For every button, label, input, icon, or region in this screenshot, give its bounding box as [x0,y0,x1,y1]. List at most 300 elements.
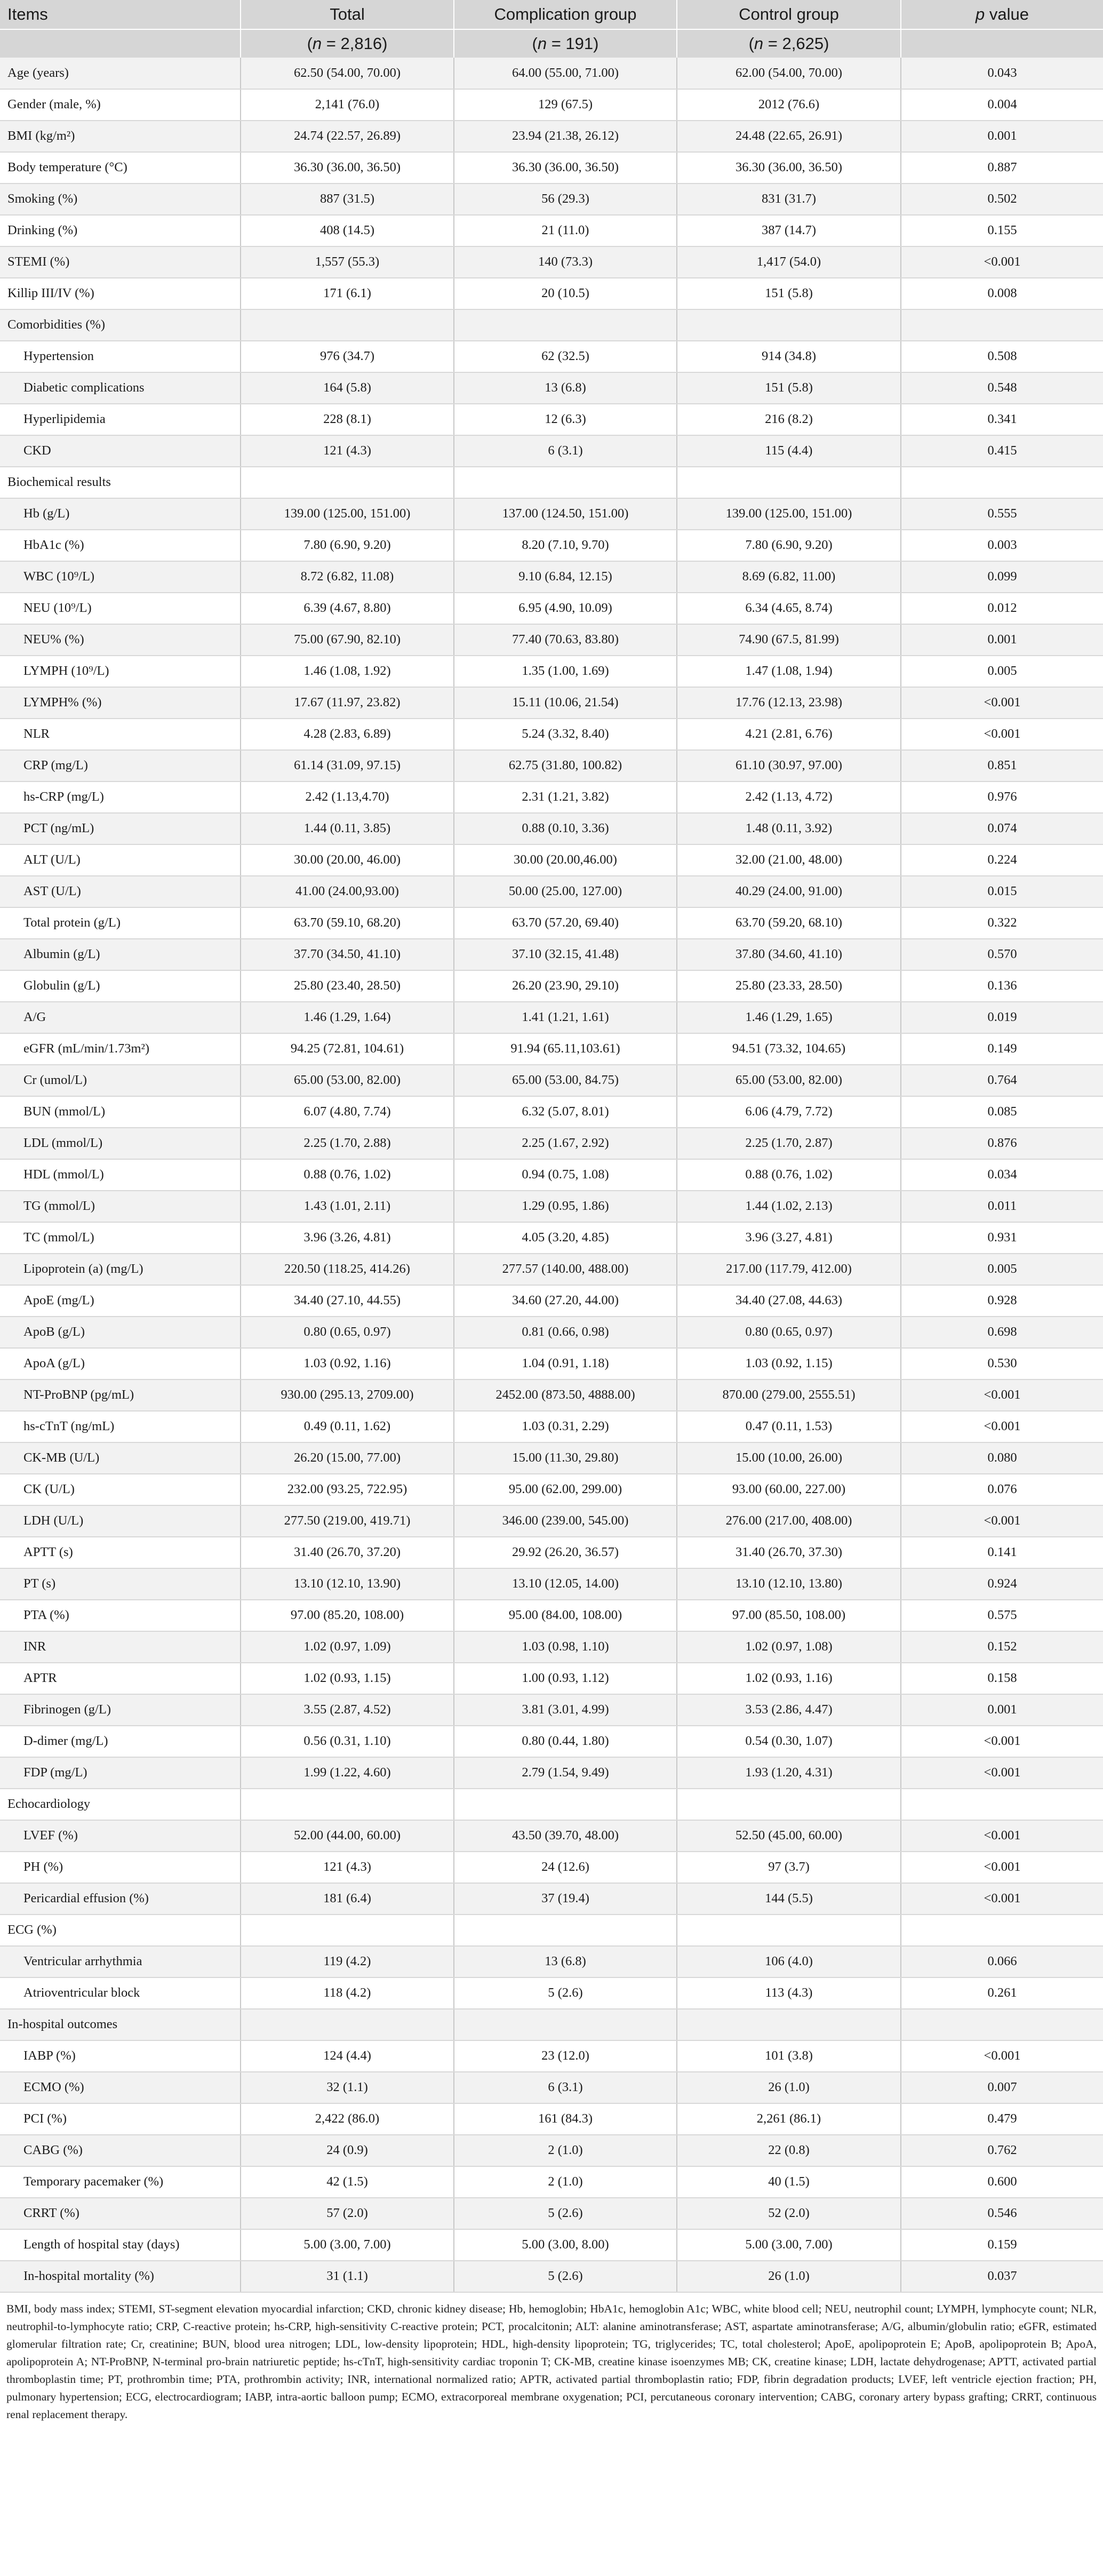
cell-control: 2012 (76.6) [677,89,901,121]
cell-total: 1.43 (1.01, 2.11) [241,1191,454,1222]
table-row [0,2229,1103,2261]
table-body [0,58,1103,2292]
table-row [0,1946,1103,1977]
cell-p-value: 0.004 [901,89,1103,121]
cell-total: 57 (2.0) [241,2198,454,2229]
cell-control: 113 (4.3) [677,1977,901,2009]
cell-complication: 43.50 (39.70, 48.00) [454,1820,677,1852]
cell-p-value: <0.001 [901,1757,1103,1789]
cell-complication: 62.75 (31.80, 100.82) [454,750,677,781]
cell-total: 75.00 (67.90, 82.10) [241,624,454,656]
cell-p-value: 0.085 [901,1096,1103,1128]
cell-p-value [901,467,1103,498]
cell-total: 1.46 (1.29, 1.64) [241,1002,454,1033]
table-row [0,1537,1103,1568]
table-row [0,1568,1103,1600]
table-row [0,1726,1103,1757]
cell-p-value: 0.530 [901,1348,1103,1379]
table-row [0,561,1103,593]
header-total-n: (n = 2,816) [241,29,454,58]
table-row [0,89,1103,121]
row-label: NEU% (%) [0,624,241,656]
table-header [0,0,1103,58]
cell-total: 52.00 (44.00, 60.00) [241,1820,454,1852]
total-n-value: 2,816 [340,34,382,53]
cell-p-value: 0.762 [901,2135,1103,2166]
cell-total: 34.40 (27.10, 44.55) [241,1285,454,1317]
table-row [0,278,1103,309]
row-label: Echocardiology [0,1789,241,1820]
cell-control: 1.46 (1.29, 1.65) [677,1002,901,1033]
row-label: PCT (ng/mL) [0,813,241,844]
table-row [0,656,1103,687]
header-control-group: Control group [677,0,901,29]
header-blank-p [901,29,1103,58]
cell-control: 52.50 (45.00, 60.00) [677,1820,901,1852]
cell-control: 97.00 (85.50, 108.00) [677,1600,901,1631]
cell-control: 1.93 (1.20, 4.31) [677,1757,901,1789]
table-row [0,372,1103,404]
cell-total: 31 (1.1) [241,2261,454,2292]
cell-complication: 5.00 (3.00, 8.00) [454,2229,677,2261]
row-label: CK-MB (U/L) [0,1442,241,1474]
table-row [0,246,1103,278]
cell-complication: 140 (73.3) [454,246,677,278]
table-row [0,1631,1103,1663]
cell-complication: 13 (6.8) [454,1946,677,1977]
table-row [0,530,1103,561]
cell-control [677,467,901,498]
cell-complication: 5 (2.6) [454,2261,677,2292]
row-label: Body temperature (°C) [0,152,241,184]
cell-total: 2.42 (1.13,4.70) [241,781,454,813]
row-label: NT-ProBNP (pg/mL) [0,1379,241,1411]
table-row [0,970,1103,1002]
cell-p-value: 0.043 [901,58,1103,89]
row-label: WBC (10⁹/L) [0,561,241,593]
cell-complication: 9.10 (6.84, 12.15) [454,561,677,593]
table-row [0,593,1103,624]
cell-control: 31.40 (26.70, 37.30) [677,1537,901,1568]
cell-complication [454,1789,677,1820]
n-label: n [754,34,764,53]
table-row [0,1883,1103,1915]
table-row [0,184,1103,215]
row-label: CABG (%) [0,2135,241,2166]
row-label: ApoE (mg/L) [0,1285,241,1317]
table-row [0,1222,1103,1254]
table-row [0,2040,1103,2072]
header-p-letter: p [976,4,985,23]
cell-p-value: 0.924 [901,1568,1103,1600]
cell-control: 52 (2.0) [677,2198,901,2229]
cell-complication: 95.00 (62.00, 299.00) [454,1474,677,1505]
cell-p-value: 0.074 [901,813,1103,844]
cell-p-value: 0.548 [901,372,1103,404]
row-label: Comorbidities (%) [0,309,241,341]
cell-p-value: 0.976 [901,781,1103,813]
cell-control: 2.42 (1.13, 4.72) [677,781,901,813]
header-control-n: (n = 2,625) [677,29,901,58]
row-label: Age (years) [0,58,241,89]
table-row [0,813,1103,844]
header-p-rest: value [985,4,1029,23]
row-label: PT (s) [0,1568,241,1600]
row-label: LYMPH (10⁹/L) [0,656,241,687]
table-row [0,1757,1103,1789]
cell-p-value: 0.034 [901,1159,1103,1191]
cell-total: 1.99 (1.22, 4.60) [241,1757,454,1789]
cell-total: 6.39 (4.67, 8.80) [241,593,454,624]
cell-total: 0.88 (0.76, 1.02) [241,1159,454,1191]
cell-complication: 1.04 (0.91, 1.18) [454,1348,677,1379]
cell-p-value: 0.555 [901,498,1103,530]
cell-control: 870.00 (279.00, 2555.51) [677,1379,901,1411]
cell-p-value: 0.415 [901,435,1103,467]
cell-control: 1.48 (0.11, 3.92) [677,813,901,844]
row-label: IABP (%) [0,2040,241,2072]
row-label: In-hospital outcomes [0,2009,241,2040]
header-items: Items [0,0,241,29]
cell-control: 151 (5.8) [677,372,901,404]
section-row [0,1915,1103,1946]
table-row [0,1694,1103,1726]
row-label: PH (%) [0,1852,241,1883]
cell-control: 94.51 (73.32, 104.65) [677,1033,901,1065]
cell-complication: 13.10 (12.05, 14.00) [454,1568,677,1600]
cell-control: 1.02 (0.93, 1.16) [677,1663,901,1694]
row-label: Temporary pacemaker (%) [0,2166,241,2198]
row-label: CRRT (%) [0,2198,241,2229]
cell-p-value: 0.003 [901,530,1103,561]
cell-complication: 129 (67.5) [454,89,677,121]
cell-p-value: <0.001 [901,1883,1103,1915]
row-label: ApoB (g/L) [0,1317,241,1348]
cell-p-value: <0.001 [901,246,1103,278]
cell-p-value: 0.600 [901,2166,1103,2198]
row-label: LDH (U/L) [0,1505,241,1537]
row-label: In-hospital mortality (%) [0,2261,241,2292]
cell-total: 3.96 (3.26, 4.81) [241,1222,454,1254]
row-label: Atrioventricular block [0,1977,241,2009]
cell-complication: 1.29 (0.95, 1.86) [454,1191,677,1222]
table-row [0,1379,1103,1411]
cell-total: 408 (14.5) [241,215,454,246]
table-row [0,1317,1103,1348]
cell-control: 0.88 (0.76, 1.02) [677,1159,901,1191]
cell-p-value: 0.005 [901,1254,1103,1285]
row-label: LVEF (%) [0,1820,241,1852]
cell-complication: 95.00 (84.00, 108.00) [454,1600,677,1631]
cell-p-value [901,1915,1103,1946]
row-label: Biochemical results [0,467,241,498]
cell-total: 94.25 (72.81, 104.61) [241,1033,454,1065]
cell-total: 65.00 (53.00, 82.00) [241,1065,454,1096]
table-row [0,2166,1103,2198]
row-label: Smoking (%) [0,184,241,215]
cell-p-value: 0.001 [901,1694,1103,1726]
cell-complication: 5 (2.6) [454,1977,677,2009]
row-label: Total protein (g/L) [0,907,241,939]
cell-total: 2.25 (1.70, 2.88) [241,1128,454,1159]
cell-total: 25.80 (23.40, 28.50) [241,970,454,1002]
cell-control: 1.47 (1.08, 1.94) [677,656,901,687]
cell-complication [454,1915,677,1946]
cell-control [677,309,901,341]
row-label: TG (mmol/L) [0,1191,241,1222]
cell-control: 37.80 (34.60, 41.10) [677,939,901,970]
table-row [0,687,1103,719]
cell-total: 2,141 (76.0) [241,89,454,121]
cell-control [677,1915,901,1946]
cell-p-value: 0.012 [901,593,1103,624]
cell-p-value: <0.001 [901,1820,1103,1852]
cell-control: 0.54 (0.30, 1.07) [677,1726,901,1757]
cell-p-value: 0.575 [901,1600,1103,1631]
cell-p-value: 0.479 [901,2103,1103,2135]
cell-control: 97 (3.7) [677,1852,901,1883]
cell-p-value: 0.136 [901,970,1103,1002]
cell-control: 144 (5.5) [677,1883,901,1915]
cell-control: 217.00 (117.79, 412.00) [677,1254,901,1285]
cell-control: 2,261 (86.1) [677,2103,901,2135]
table-row [0,1033,1103,1065]
cell-control: 1.44 (1.02, 2.13) [677,1191,901,1222]
cell-total: 30.00 (20.00, 46.00) [241,844,454,876]
cell-complication: 63.70 (57.20, 69.40) [454,907,677,939]
table-row [0,1505,1103,1537]
table-row [0,1002,1103,1033]
cell-p-value: 0.261 [901,1977,1103,2009]
cell-complication: 12 (6.3) [454,404,677,435]
cell-total: 24 (0.9) [241,2135,454,2166]
cell-complication: 34.60 (27.20, 44.00) [454,1285,677,1317]
row-label: hs-cTnT (ng/mL) [0,1411,241,1442]
cell-p-value: <0.001 [901,719,1103,750]
cell-total [241,2009,454,2040]
row-label: AST (U/L) [0,876,241,907]
cell-total: 63.70 (59.10, 68.20) [241,907,454,939]
cell-complication: 2452.00 (873.50, 4888.00) [454,1379,677,1411]
table-row [0,2072,1103,2103]
row-label: Lipoprotein (a) (mg/L) [0,1254,241,1285]
row-label: eGFR (mL/min/1.73m²) [0,1033,241,1065]
cell-total: 24.74 (22.57, 26.89) [241,121,454,152]
cell-complication: 56 (29.3) [454,184,677,215]
row-label: Ventricular arrhythmia [0,1946,241,1977]
cell-total: 17.67 (11.97, 23.82) [241,687,454,719]
cell-control: 115 (4.4) [677,435,901,467]
cell-p-value: 0.546 [901,2198,1103,2229]
table-row [0,1600,1103,1631]
row-label: HDL (mmol/L) [0,1159,241,1191]
cell-control: 36.30 (36.00, 36.50) [677,152,901,184]
cell-complication: 26.20 (23.90, 29.10) [454,970,677,1002]
cell-complication: 2.25 (1.67, 2.92) [454,1128,677,1159]
row-label: HbA1c (%) [0,530,241,561]
cell-total: 181 (6.4) [241,1883,454,1915]
cell-control: 1.02 (0.97, 1.08) [677,1631,901,1663]
table-row [0,2198,1103,2229]
cell-complication: 91.94 (65.11,103.61) [454,1033,677,1065]
cell-complication: 2 (1.0) [454,2166,677,2198]
table-row [0,498,1103,530]
section-row [0,2009,1103,2040]
row-label: BMI (kg/m²) [0,121,241,152]
table-row [0,1096,1103,1128]
row-label: Globulin (g/L) [0,970,241,1002]
cell-total: 5.00 (3.00, 7.00) [241,2229,454,2261]
row-label: Diabetic complications [0,372,241,404]
cell-complication: 37.10 (32.15, 41.48) [454,939,677,970]
table-row [0,1411,1103,1442]
table-row [0,876,1103,907]
cell-control: 3.53 (2.86, 4.47) [677,1694,901,1726]
cell-complication: 62 (32.5) [454,341,677,372]
cell-total: 6.07 (4.80, 7.74) [241,1096,454,1128]
cell-p-value: <0.001 [901,687,1103,719]
cell-total: 1.03 (0.92, 1.16) [241,1348,454,1379]
row-label: TC (mmol/L) [0,1222,241,1254]
cell-total: 119 (4.2) [241,1946,454,1977]
cell-p-value: 0.931 [901,1222,1103,1254]
table-row [0,1852,1103,1883]
row-label: STEMI (%) [0,246,241,278]
cell-complication: 37 (19.4) [454,1883,677,1915]
header-complication-n: (n = 191) [454,29,677,58]
row-label: Fibrinogen (g/L) [0,1694,241,1726]
cell-p-value: 0.149 [901,1033,1103,1065]
cell-total: 228 (8.1) [241,404,454,435]
cell-complication: 0.88 (0.10, 3.36) [454,813,677,844]
cell-total: 61.14 (31.09, 97.15) [241,750,454,781]
cell-complication: 2.31 (1.21, 3.82) [454,781,677,813]
cell-total: 121 (4.3) [241,1852,454,1883]
cell-total: 4.28 (2.83, 6.89) [241,719,454,750]
cell-total: 118 (4.2) [241,1977,454,2009]
cell-control: 6.06 (4.79, 7.72) [677,1096,901,1128]
cell-total: 139.00 (125.00, 151.00) [241,498,454,530]
table-row [0,152,1103,184]
cell-total: 220.50 (118.25, 414.26) [241,1254,454,1285]
cell-p-value: 0.008 [901,278,1103,309]
cell-total: 2,422 (86.0) [241,2103,454,2135]
cell-total: 36.30 (36.00, 36.50) [241,152,454,184]
cell-total: 1,557 (55.3) [241,246,454,278]
row-label: LDL (mmol/L) [0,1128,241,1159]
cell-control: 2.25 (1.70, 2.87) [677,1128,901,1159]
cell-complication: 20 (10.5) [454,278,677,309]
cell-total: 37.70 (34.50, 41.10) [241,939,454,970]
section-row [0,309,1103,341]
cell-control: 26 (1.0) [677,2261,901,2292]
cell-complication: 2 (1.0) [454,2135,677,2166]
row-label: D-dimer (mg/L) [0,1726,241,1757]
row-label: PTA (%) [0,1600,241,1631]
cell-complication [454,467,677,498]
cell-total [241,309,454,341]
row-label: Drinking (%) [0,215,241,246]
row-label: ApoA (g/L) [0,1348,241,1379]
row-label: FDP (mg/L) [0,1757,241,1789]
cell-total: 0.56 (0.31, 1.10) [241,1726,454,1757]
cell-p-value: <0.001 [901,1726,1103,1757]
header-complication-group: Complication group [454,0,677,29]
cell-control: 6.34 (4.65, 8.74) [677,593,901,624]
table-row [0,2261,1103,2292]
cell-control: 1.03 (0.92, 1.15) [677,1348,901,1379]
row-label: LYMPH% (%) [0,687,241,719]
cell-total: 32 (1.1) [241,2072,454,2103]
table-row [0,844,1103,876]
cell-p-value: 0.341 [901,404,1103,435]
cell-control: 17.76 (12.13, 23.98) [677,687,901,719]
cell-p-value: 0.322 [901,907,1103,939]
table-footnote: BMI, body mass index; STEMI, ST-segment elevation myocardial infarction; CKD, chronic kidney disease; Hb, hemoglobin; HbA1c, hemoglobin A1c; WBC, white blood cell; NEU, neutrophil count; LYMPH, lymphocyte count; NLR, neutrophil-to-lymphocyte ratio; CRP, C-reactive protein; hs-CRP, high-sensitivity C-reactive protein; PCT, procalcitonin; ALT: alanine aminotransferase; AST, aspartate aminotransferase; A/G, albumin/globulin ratio; eGFR, estimated glomerular filtration rate; Cr, creatinine; BUN, blood urea nitrogen; LDL, low-density lipoprotein; HDL, high-density lipoprotein; TG, triglycerides; TC, total cholesterol; ApoE, apolipoprotein E; ApoB, apolipoprotein B; ApoA, apolipoprotein A; NT-ProBNP, N-terminal pro-brain natriuretic peptide; hs-cTnT, high-sensitivity cardiac troponin T; CK-MB, creatine kinase isoenzymes MB; CK, creatine kinase; LDH, lactate dehydrogenase; APTT, activated partial thromboplastin time; PT, prothrombin time; PTA, prothrombin activity; INR, international normalized ratio; APTR, activated partial thromboplastin ratio; FDP, fibrin degradation products; LVEF, left ventricle ejection fraction; PH, pulmonary hypertension; ECG, electrocardiogram; IABP, intra-aortic balloon pump; ECMO, extracorporeal membrane oxygenation; PCI, percutaneous coronary intervention; CABG, coronary artery bypass grafting; CRRT, continuous renal replacement therapy. [6,2302,1097,2421]
table-row [0,907,1103,939]
n-label: n [312,34,322,53]
cell-control: 74.90 (67.5, 81.99) [677,624,901,656]
cell-control [677,2009,901,2040]
cell-complication: 21 (11.0) [454,215,677,246]
row-label: INR [0,1631,241,1663]
cell-control: 1,417 (54.0) [677,246,901,278]
cell-control: 4.21 (2.81, 6.76) [677,719,901,750]
cell-complication: 4.05 (3.20, 4.85) [454,1222,677,1254]
cell-control: 22 (0.8) [677,2135,901,2166]
row-label: APTT (s) [0,1537,241,1568]
cell-p-value: 0.076 [901,1474,1103,1505]
cell-complication: 50.00 (25.00, 127.00) [454,876,677,907]
control-n-value: 2,625 [782,34,824,53]
cell-complication: 5 (2.6) [454,2198,677,2229]
cell-control: 5.00 (3.00, 7.00) [677,2229,901,2261]
complication-n-value: 191 [565,34,594,53]
cell-total: 1.44 (0.11, 3.85) [241,813,454,844]
cell-p-value: 0.152 [901,1631,1103,1663]
cell-total: 62.50 (54.00, 70.00) [241,58,454,89]
cell-control: 8.69 (6.82, 11.00) [677,561,901,593]
cell-control: 216 (8.2) [677,404,901,435]
cell-complication: 8.20 (7.10, 9.70) [454,530,677,561]
cell-complication: 5.24 (3.32, 8.40) [454,719,677,750]
cell-total: 3.55 (2.87, 4.52) [241,1694,454,1726]
cell-control: 26 (1.0) [677,2072,901,2103]
cell-p-value [901,2009,1103,2040]
table-row [0,121,1103,152]
table-row [0,1285,1103,1317]
cell-total: 887 (31.5) [241,184,454,215]
cell-total: 121 (4.3) [241,435,454,467]
table-row [0,341,1103,372]
cell-control [677,1789,901,1820]
cell-total: 0.49 (0.11, 1.62) [241,1411,454,1442]
cell-complication: 6 (3.1) [454,2072,677,2103]
cell-complication [454,309,677,341]
cell-p-value: 0.159 [901,2229,1103,2261]
cell-control: 276.00 (217.00, 408.00) [677,1505,901,1537]
cell-control: 914 (34.8) [677,341,901,372]
cell-control: 62.00 (54.00, 70.00) [677,58,901,89]
row-label: APTR [0,1663,241,1694]
cell-complication: 30.00 (20.00,46.00) [454,844,677,876]
row-label: ECMO (%) [0,2072,241,2103]
table-row [0,1159,1103,1191]
row-label: hs-CRP (mg/L) [0,781,241,813]
row-label: Hyperlipidemia [0,404,241,435]
cell-complication: 65.00 (53.00, 84.75) [454,1065,677,1096]
cell-complication: 277.57 (140.00, 488.00) [454,1254,677,1285]
